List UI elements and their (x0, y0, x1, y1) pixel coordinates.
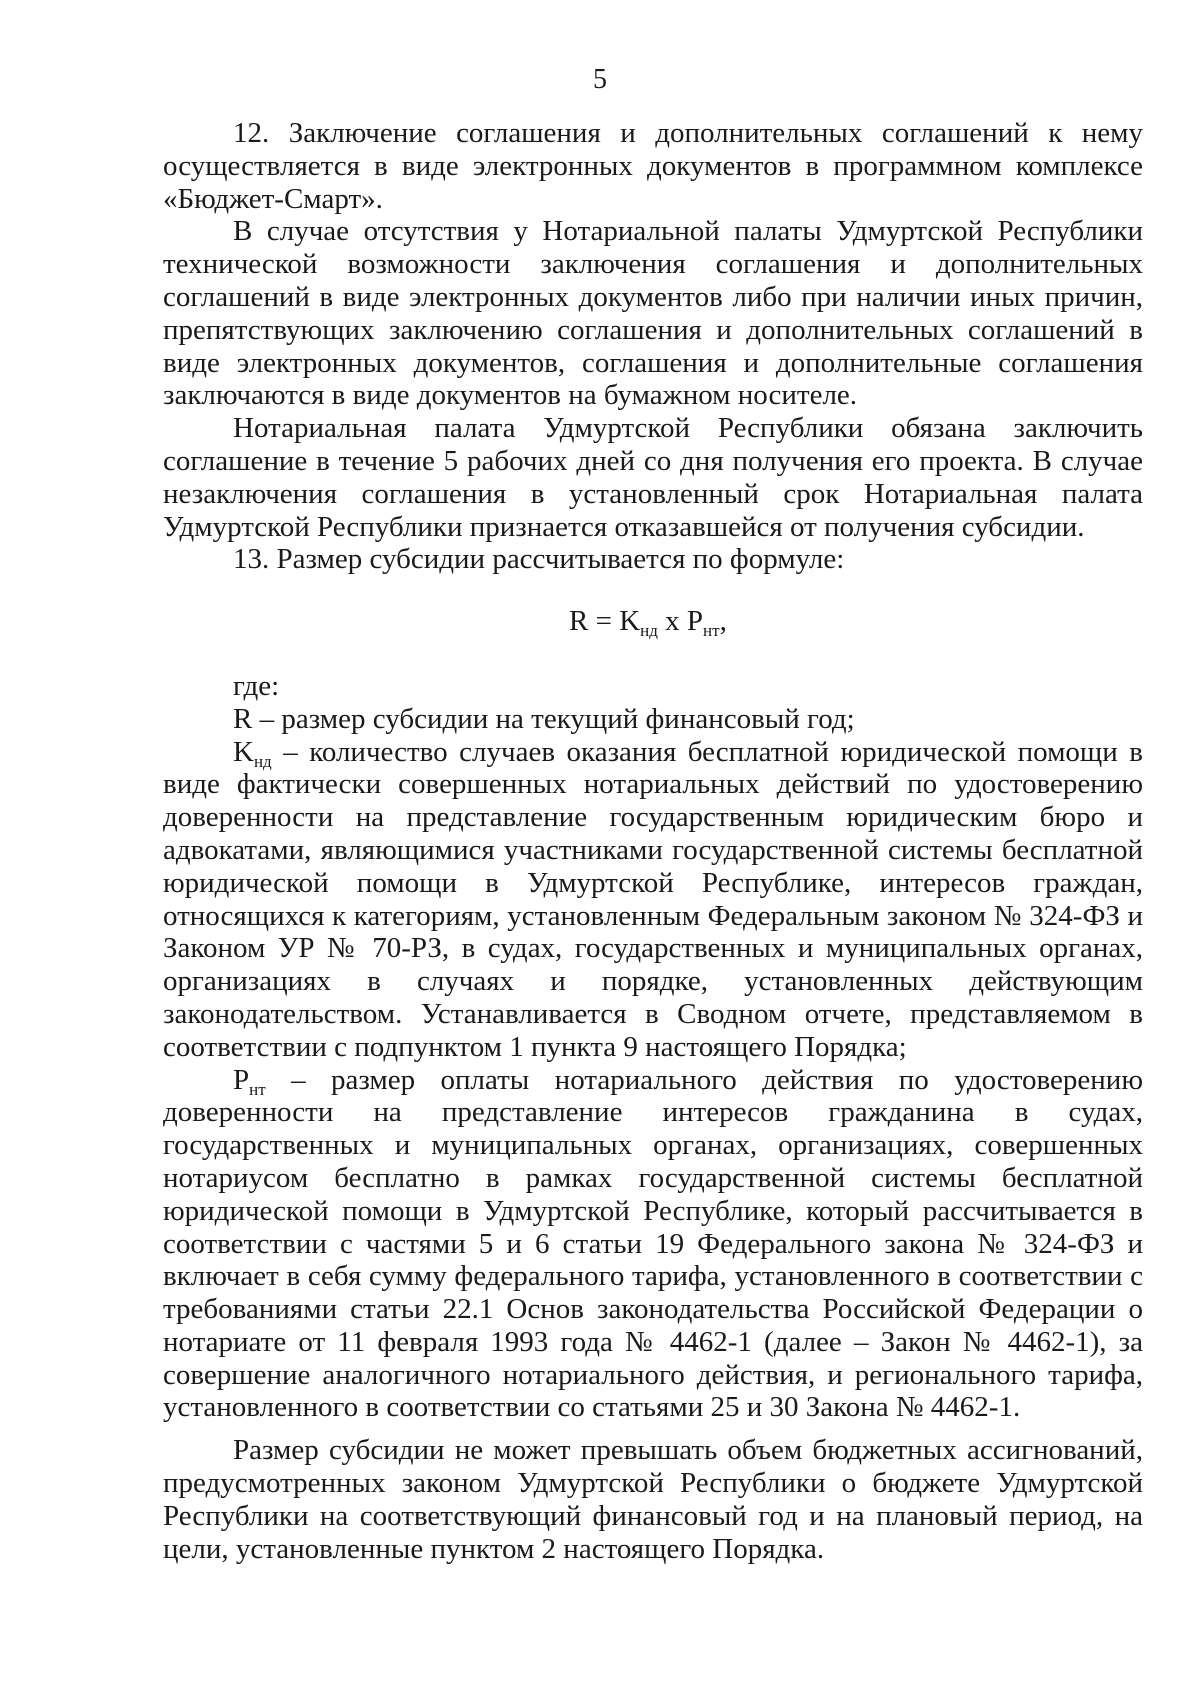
definition-r: R – размер субсидии на текущий финансовый год; (233, 702, 855, 735)
formula-end: , (719, 605, 727, 638)
knd-symbol: K (233, 735, 254, 768)
pnt-text: – размер оплаты нотариального действия по удостоверению доверенности на представление интересов гражданина в судах, государственных и муниципальных органах, организациях, совершенных нотариусом бесплатно в рамках государственной системы бесплатной юридической помощи в Удмуртской Республике, который рассчитывается в соответствии с частями 5 и 6 статьи 19 Федерального закона № 324-ФЗ и включает в себя сумму федерального тарифа, установленного в соответствии с требованиями статьи 22.1 Основ законодательства Российской Федерации о нотариате от 11 февраля 1993 года № 4462-1 (далее – Закон № 4462-1), за совершение аналогичного нотариального действия, и регионального тарифа, установленного в соответствии со статьями 25 и 30 Закона № 4462-1. (163, 1063, 1143, 1424)
subsidy-formula (163, 605, 1143, 641)
knd-text: – количество случаев оказания бесплатной юридической помощи в виде фактически совершенных нотариальных действий по удостоверению доверенности на представление государственным юридическим бюро и адвокатами, являющимися участниками государственной системы бесплатной юридической помощи в Удмуртской Республике, интересов граждан, относящихся к категориям, установленным Федеральным законом № 324-ФЗ и Законом УР № 70-РЗ, в судах, государственных и муниципальных органах, организациях в случаях и порядке, установленных действующим законодательством. Устанавливается в Сводном отчете, представляемом в соответствии с подпунктом 1 пункта 9 настоящего Порядка; (163, 735, 1143, 1063)
pnt-symbol: P (233, 1063, 250, 1096)
pnt-subscript: нт (249, 1079, 266, 1099)
document-body (163, 117, 1143, 1565)
formula-lhs: R = K (569, 605, 641, 638)
definition-pnt (163, 1064, 1143, 1425)
paragraph-12-deadline: Нотариальная палата Удмуртской Республики обязана заключить соглашение в течение 5 рабочих дней со дня получения его проекта. В случае незаключения соглашения в установленный срок Нотариальная палата Удмуртской Республики признается отказавшейся от получения субсидии. (163, 412, 1143, 543)
paragraph-13: 13. Размер субсидии рассчитывается по формуле: (233, 543, 845, 576)
formula-sub-knd: нд (640, 621, 658, 641)
knd-subscript: нд (253, 751, 272, 771)
page-number: 5 (593, 64, 607, 95)
paragraph-12-electronic-absence: В случае отсутствия у Нотариальной палаты Удмуртской Республики технической возможности заключения соглашения и дополнительных соглашений в виде электронных документов либо при наличии иных причин, препятствующих заключению соглашения и дополнительных соглашений в виде электронных документов, соглашения и дополнительные соглашения заключаются в виде документов на бумажном носителе. (163, 215, 1143, 412)
where-label: где: (233, 669, 280, 702)
formula-sub-pnt: нт (703, 621, 720, 641)
definition-knd (163, 736, 1143, 1064)
paragraph-12: 12. Заключение соглашения и дополнительных соглашений к нему осуществляется в виде электронных документов в программном комплексе «Бюджет-Смарт». (163, 117, 1143, 215)
formula-mid: x P (657, 605, 704, 638)
paragraph-subsidy-limit: Размер субсидии не может превышать объем бюджетных ассигнований, предусмотренных законом Удмуртской Республики о бюджете Удмуртской Республики на соответствующий финансовый год и на плановый период, на цели, установленные пунктом 2 настоящего Порядка. (163, 1434, 1143, 1565)
